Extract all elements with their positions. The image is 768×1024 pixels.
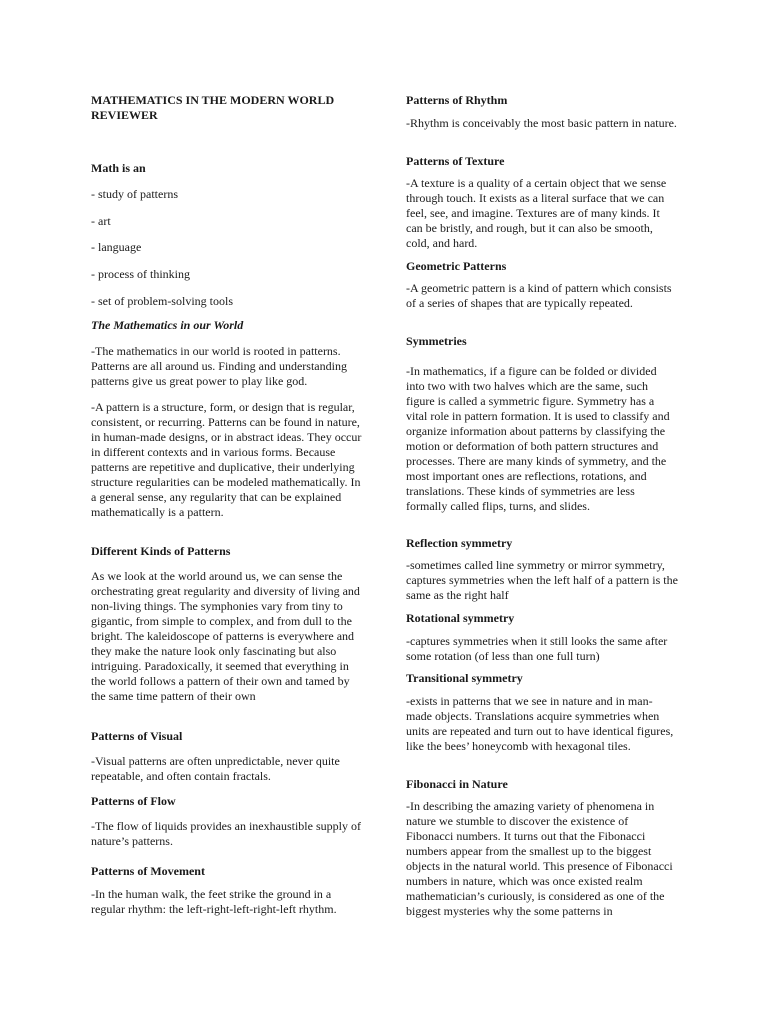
rhythm-patterns-paragraph: -Rhythm is conceivably the most basic pattern in nature. (406, 116, 677, 130)
kinds-of-patterns-paragraph: As we look at the world around us, we can sense the orchestrating great regularity and diversity of living and non-living things. The symphonies vary from tiny to gigantic, from simple to complex, and from dull to the bright. The kaleidoscope of patterns is everywhere and they make the nature look only fascinating but also intriguing. Paradoxically, it seemed that everything in the world follows a pattern of their own and tamed by the same time pattern of their own (91, 569, 360, 703)
flow-patterns-heading: Patterns of Flow (91, 794, 176, 808)
math-item: - study of patterns (91, 187, 178, 201)
math-item: - set of problem-solving tools (91, 294, 233, 308)
fibonacci-paragraph: -In describing the amazing variety of phenomena in nature we stumble to discover the existence of Fibonacci numbers. It turns out that the Fibonacci numbers appear from the smallest up to the biggest objects in the natural world. This presence of Fibonacci numbers in nature, which was once existed realm mathematician’s curiously, is considered as one of the biggest mysteries why the some patterns in (406, 799, 673, 918)
reflection-symmetry-heading: Reflection symmetry (406, 536, 513, 550)
fibonacci-heading: Fibonacci in Nature (406, 777, 508, 791)
math-world-heading: The Mathematics in our World (91, 318, 244, 332)
flow-patterns-paragraph: -The flow of liquids provides an inexhaustible supply of nature’s patterns. (91, 819, 361, 848)
math-item: - process of thinking (91, 267, 190, 281)
rhythm-patterns-heading: Patterns of Rhythm (406, 93, 508, 107)
math-world-paragraph-2: -A pattern is a structure, form, or design that is regular, consistent, or recurring. Patterns can be found in nature, in human-made designs, or in abstract ideas. They occur in different contexts and in various forms. Because patterns are repetitive and duplicative, their underlying structure regularities can be modeled mathematically. In a general sense, any regularity that can be explained mathematically is a pattern. (91, 400, 362, 519)
movement-patterns-heading: Patterns of Movement (91, 864, 205, 878)
geometric-patterns-paragraph: -A geometric pattern is a kind of pattern which consists of a series of shapes that are typically repeated. (406, 281, 672, 310)
math-item: - art (91, 214, 111, 228)
math-is-an-heading: Math is an (91, 161, 146, 175)
movement-patterns-paragraph: -In the human walk, the feet strike the ground in a regular rhythm: the left-right-left-right-left rhythm. (91, 887, 337, 916)
kinds-of-patterns-heading: Different Kinds of Patterns (91, 544, 231, 558)
texture-patterns-heading: Patterns of Texture (406, 154, 505, 168)
texture-patterns-paragraph: -A texture is a quality of a certain object that we sense through touch. It exists as a literal surface that we can feel, see, and imagine. Textures are of many kinds. It can be bristly, and rough, but it can also be smooth, cold, and hard. (406, 176, 667, 250)
rotational-symmetry-paragraph: -captures symmetries when it still looks the same after some rotation (of less than one full turn) (406, 634, 668, 663)
math-item: - language (91, 240, 142, 254)
geometric-patterns-heading: Geometric Patterns (406, 259, 507, 273)
transitional-symmetry-heading: Transitional symmetry (406, 671, 523, 685)
visual-patterns-heading: Patterns of Visual (91, 729, 183, 743)
symmetries-paragraph: -In mathematics, if a figure can be folded or divided into two with two halves which are the same, such figure is called a symmetric figure. Symmetry has a vital role in pattern formation. It is used to classify and organize information about patterns by classifying the motion or deformation of both pattern structures and processes. There are many kinds of symmetry, and the most important ones are reflections, rotations, and translations. These kinds of symmetries are less formally called flips, turns, and slides. (406, 364, 670, 513)
math-world-paragraph-1: -The mathematics in our world is rooted in patterns. Patterns are all around us. Finding and understanding patterns give us great power to play like god. (91, 344, 347, 388)
rotational-symmetry-heading: Rotational symmetry (406, 611, 515, 625)
document-title: MATHEMATICS IN THE MODERN WORLD REVIEWER (91, 93, 335, 122)
symmetries-heading: Symmetries (406, 334, 467, 348)
reflection-symmetry-paragraph: -sometimes called line symmetry or mirror symmetry, captures symmetries when the left half of a pattern is the same as the right half (406, 558, 678, 602)
visual-patterns-paragraph: -Visual patterns are often unpredictable, never quite repeatable, and often contain fractals. (91, 754, 340, 783)
transitional-symmetry-paragraph: -exists in patterns that we see in nature and in man-made objects. Translations acquire symmetries when units are repeated and turn out to have identical figures, like the bees’ honeycomb with hexagonal tiles. (406, 694, 674, 753)
